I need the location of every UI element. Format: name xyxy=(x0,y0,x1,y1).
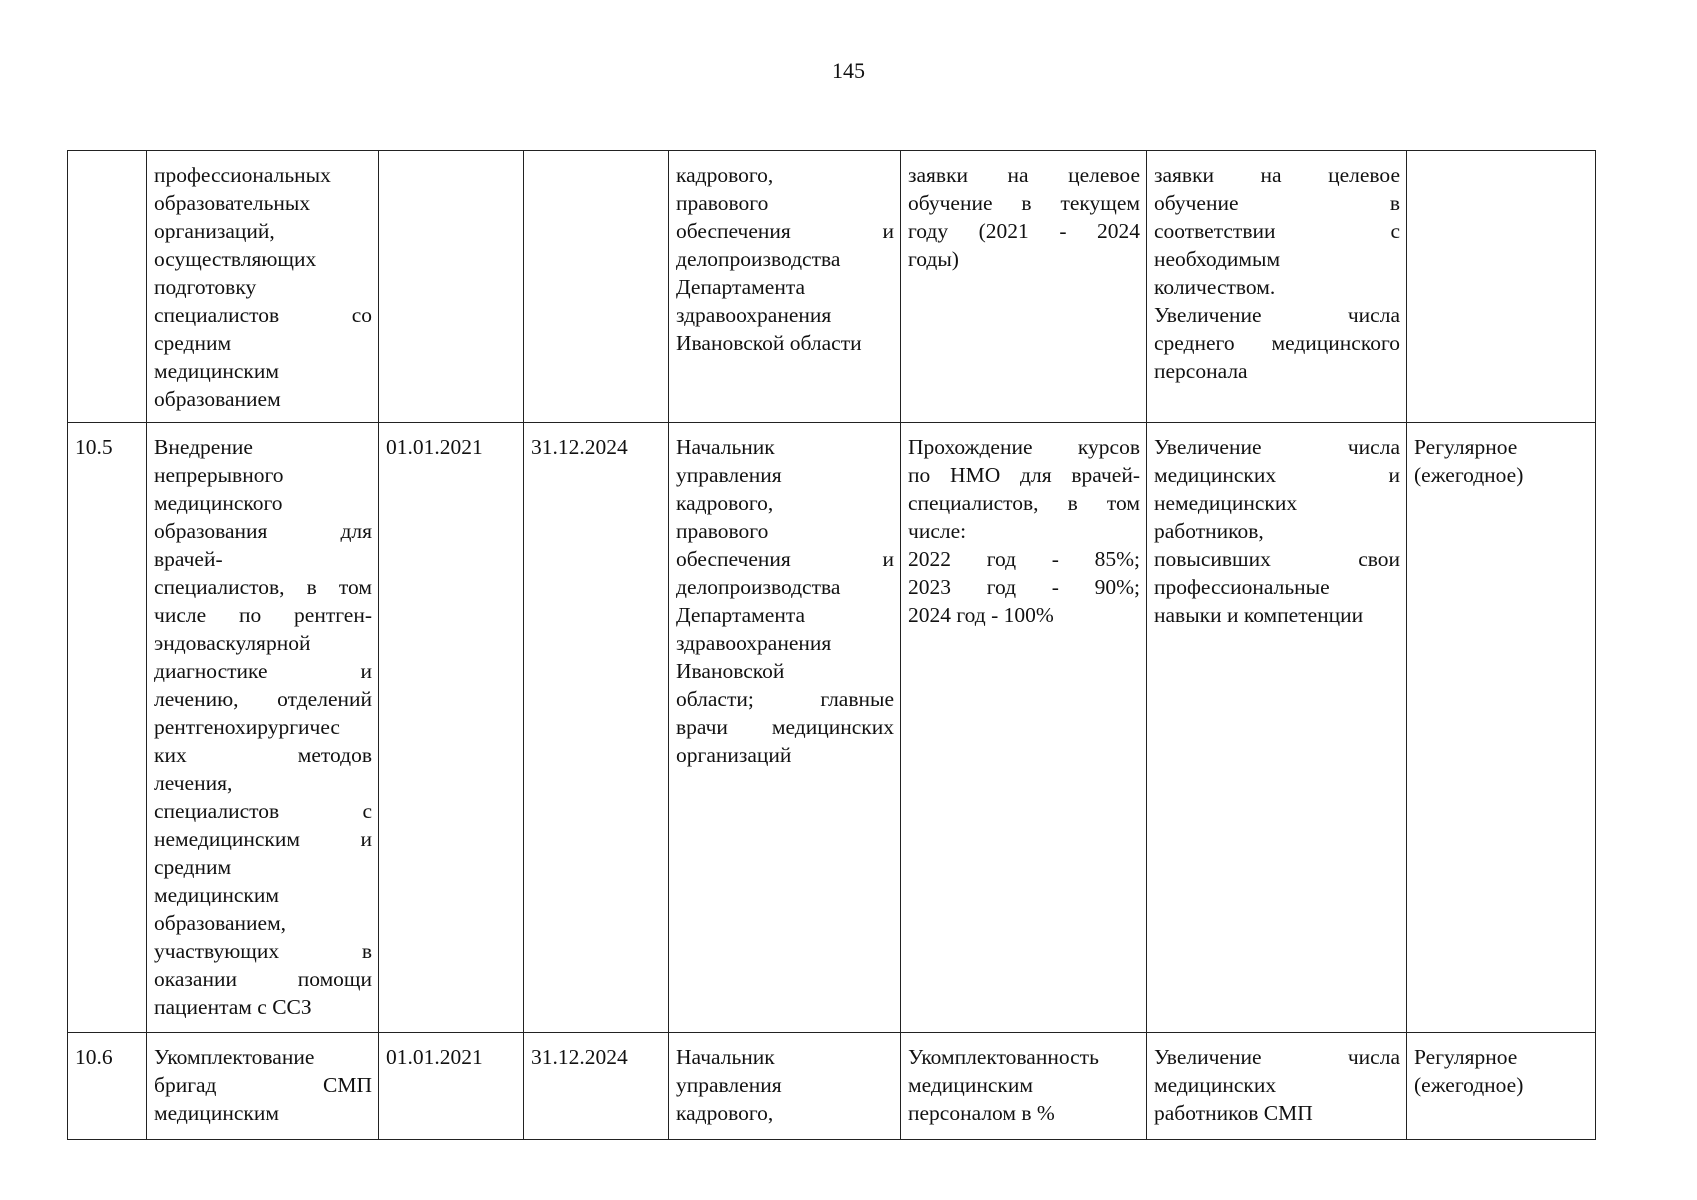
plan-table xyxy=(67,150,1596,1140)
cell-line: году (2021 - 2024 xyxy=(908,219,1140,243)
cell-responsible xyxy=(669,1033,901,1140)
cell-line: профессиональные xyxy=(1154,575,1330,599)
cell-frequency xyxy=(1407,151,1596,423)
cell-line: навыки и компетенции xyxy=(1154,603,1364,627)
cell-line: врачи медицинских xyxy=(676,715,894,739)
cell-line: специалистов со xyxy=(154,303,372,327)
cell-line: 2024 год - 100% xyxy=(908,603,1054,627)
cell-line: образованием, xyxy=(154,911,287,935)
cell-line: участвующих в xyxy=(154,939,372,963)
cell-line: среднего медицинского xyxy=(1154,331,1400,355)
cell-line: подготовку xyxy=(154,275,257,299)
cell-line: ких методов xyxy=(154,743,372,767)
cell-line: специалистов, в том xyxy=(908,491,1140,515)
cell-line: Увеличение числа xyxy=(1154,435,1400,459)
cell-line: кадрового, xyxy=(676,491,774,515)
cell-line: Департамента xyxy=(676,603,806,627)
cell-start-date: 01.01.2021 xyxy=(379,1033,524,1140)
cell-line: врачей- xyxy=(154,547,223,571)
cell-line: профессиональных xyxy=(154,163,331,187)
cell-line: медицинским xyxy=(908,1073,1033,1097)
cell-line: управления xyxy=(676,463,782,487)
cell-line: Укомплектованность xyxy=(908,1045,1099,1069)
cell-line: Внедрение xyxy=(154,435,253,459)
cell-line: образования для xyxy=(154,519,372,543)
cell-line: персоналом в % xyxy=(908,1101,1055,1125)
cell-line: специалистов, в том xyxy=(154,575,372,599)
cell-line: (ежегодное) xyxy=(1414,463,1524,487)
cell-line: здравоохранения xyxy=(676,631,832,655)
cell-line: управления xyxy=(676,1073,782,1097)
cell-line: делопроизводства xyxy=(676,247,841,271)
cell-line: Регулярное xyxy=(1414,1045,1518,1069)
cell-line: медицинских и xyxy=(1154,463,1400,487)
cell-indicator xyxy=(901,151,1147,423)
cell-line: количеством. xyxy=(1154,275,1276,299)
cell-line: непрерывного xyxy=(154,463,284,487)
cell-line: Прохождение курсов xyxy=(908,435,1140,459)
cell-line: числе по рентген- xyxy=(154,603,372,627)
cell-line: обучение в текущем xyxy=(908,191,1140,215)
cell-line: соответствии с xyxy=(1154,219,1400,243)
cell-line: лечения, xyxy=(154,771,233,795)
cell-line: эндоваскулярной xyxy=(154,631,311,655)
cell-line: диагностике и xyxy=(154,659,372,683)
cell-number: 10.5 xyxy=(68,423,147,1033)
cell-responsible xyxy=(669,151,901,423)
cell-line: пациентам с ССЗ xyxy=(154,995,312,1019)
cell-line: осуществляющих xyxy=(154,247,317,271)
cell-end-date: 31.12.2024 xyxy=(524,423,669,1033)
cell-line: необходимым xyxy=(1154,247,1281,271)
cell-result xyxy=(1147,423,1407,1033)
cell-line: годы) xyxy=(908,247,959,271)
cell-number xyxy=(68,151,147,423)
cell-line: образованием xyxy=(154,387,281,411)
cell-number: 10.6 xyxy=(68,1033,147,1140)
cell-line: 2022 год - 85%; xyxy=(908,547,1140,571)
cell-line: Начальник xyxy=(676,435,775,459)
table-body xyxy=(68,151,1596,1140)
cell-line: числе: xyxy=(908,519,967,543)
cell-line: Увеличение числа xyxy=(1154,303,1400,327)
cell-line: организаций xyxy=(676,743,792,767)
cell-line: заявки на целевое xyxy=(1154,163,1400,187)
cell-line: работников СМП xyxy=(1154,1101,1313,1125)
cell-line: Ивановской области xyxy=(676,331,862,355)
cell-line: оказании помощи xyxy=(154,967,372,991)
cell-line: специалистов с xyxy=(154,799,372,823)
cell-line: по НМО для врачей- xyxy=(908,463,1140,487)
cell-line: медицинским xyxy=(154,1101,279,1125)
cell-line: Увеличение числа xyxy=(1154,1045,1400,1069)
cell-line: Начальник xyxy=(676,1045,775,1069)
cell-line: медицинским xyxy=(154,883,279,907)
cell-line: лечению, отделений xyxy=(154,687,372,711)
cell-activity-name xyxy=(147,1033,379,1140)
cell-line: персонала xyxy=(1154,359,1248,383)
cell-line: медицинским xyxy=(154,359,279,383)
cell-line: средним xyxy=(154,331,232,355)
cell-line: правового xyxy=(676,519,769,543)
cell-line: немедицинским и xyxy=(154,827,372,851)
cell-line: образовательных xyxy=(154,191,311,215)
cell-activity-name xyxy=(147,423,379,1033)
cell-line: Регулярное xyxy=(1414,435,1518,459)
cell-line: обеспечения и xyxy=(676,219,894,243)
cell-start-date: 01.01.2021 xyxy=(379,423,524,1033)
table-row xyxy=(68,423,1596,1033)
cell-result xyxy=(1147,1033,1407,1140)
cell-line: области; главные xyxy=(676,687,894,711)
cell-line: 2023 год - 90%; xyxy=(908,575,1140,599)
cell-line: медицинских xyxy=(1154,1073,1277,1097)
cell-responsible xyxy=(669,423,901,1033)
cell-line: кадрового, xyxy=(676,163,774,187)
cell-line: Ивановской xyxy=(676,659,785,683)
cell-line: (ежегодное) xyxy=(1414,1073,1524,1097)
cell-line: делопроизводства xyxy=(676,575,841,599)
cell-start-date xyxy=(379,151,524,423)
cell-indicator xyxy=(901,423,1147,1033)
cell-line: обеспечения и xyxy=(676,547,894,571)
cell-line: повысивших свои xyxy=(1154,547,1400,571)
cell-line: здравоохранения xyxy=(676,303,832,327)
cell-line: бригад СМП xyxy=(154,1073,372,1097)
table-row xyxy=(68,151,1596,423)
cell-line: заявки на целевое xyxy=(908,163,1140,187)
cell-end-date: 31.12.2024 xyxy=(524,1033,669,1140)
cell-line: кадрового, xyxy=(676,1101,774,1125)
cell-line: организаций, xyxy=(154,219,275,243)
cell-end-date xyxy=(524,151,669,423)
table-row xyxy=(68,1033,1596,1140)
cell-line: средним xyxy=(154,855,232,879)
cell-line: Укомплектование xyxy=(154,1045,315,1069)
cell-line: рентгенохирургичес xyxy=(154,715,340,739)
cell-activity-name xyxy=(147,151,379,423)
cell-line: медицинского xyxy=(154,491,283,515)
page-number: 145 xyxy=(832,58,865,83)
cell-line: обучение в xyxy=(1154,191,1400,215)
cell-line: работников, xyxy=(1154,519,1264,543)
cell-line: правового xyxy=(676,191,769,215)
cell-frequency xyxy=(1407,1033,1596,1140)
cell-frequency xyxy=(1407,423,1596,1033)
cell-line: Департамента xyxy=(676,275,806,299)
cell-line: немедицинских xyxy=(1154,491,1298,515)
cell-result xyxy=(1147,151,1407,423)
cell-indicator xyxy=(901,1033,1147,1140)
